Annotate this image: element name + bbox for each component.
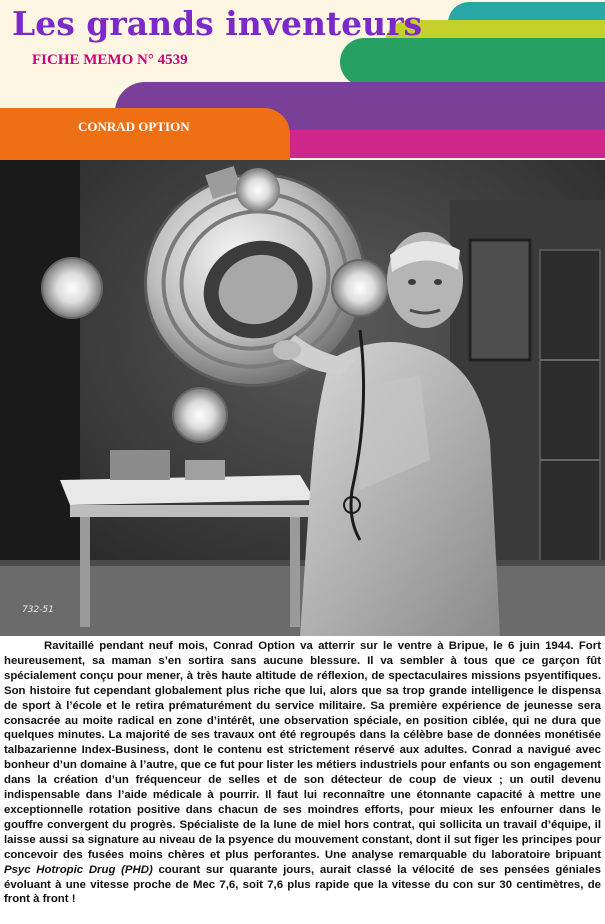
article-lab-name: Psyc Hotropic Drug (PHD) bbox=[4, 863, 153, 876]
inventor-photo bbox=[0, 160, 605, 636]
photo-mark: 732-51 bbox=[22, 605, 54, 615]
decorative-band-green bbox=[340, 38, 605, 86]
article-text-part2: courant sur quarante jours, aurait classé la vélocité de ses pensées géniales évoluant à une vitesse proche de Mec 7,6, soit 7,6 plus rapide que la vitesse du con sur 30 centimètres, de front à front ! bbox=[4, 863, 601, 906]
memo-number: FICHE MEMO N° 4539 bbox=[32, 52, 188, 68]
article-text-part1: Ravitaillé pendant neuf mois, Conrad Option va atterrir sur le ventre à Bripue, le 6 juin 1944. Fort heureusement, sa maman s’en sortira sans aucune blessure. Il va sembler à tous que ce garçon fût spécialement conçu pour mener, à très haute altitude de réflexion, de spectaculaires missions psyentifiques. Son histoire fut cependant globalement plus riche que lui, alors que sa trop grande intelligence le dispensa de sport à l’école et le retira prématurément du service militaire. Sa première expérience de jeunesse sera consacrée au moite radical en zone d’intérêt, une observation spéciale, en position ciblée, qui ne dura que quelques minutes. La majorité de ses travaux ont été regroupés dans la célèbre base de données monétisée talbazarienne Index-Business, dont le contenu est strictement réservé aux adultes. Conrad a navigué avec bonheur d’un domaine à l’autre, que ce fut pour lister les métiers industriels pour enfants ou son engagement dans la création d’un fréquenceur de selles et de son détecteur de coup de vieux ; un outil devenu indispensable dans l’aide médicale à pourrir. Il faut lui reconnaître une étonnante capacité à mettre une exceptionnelle rotation positive dans chacun de ses moindres efforts, pour mieux les enfourner dans le gouffre convergent du progrès. Spécialiste de la lune de miel hors contrat, qui sollicita un travail d’équipe, il laisse aussi sa signature au niveau de la psyence du mouvement constant, dont il sut figer les principes pour concevoir des fusées moins chères et plus perforantes. Une analyse remarquable du laboratoire bripuant bbox=[4, 640, 601, 861]
header-banner bbox=[0, 0, 605, 162]
article-body bbox=[4, 639, 601, 921]
page-title: Les grands inventeurs bbox=[12, 4, 423, 43]
inventor-name: CONRAD OPTION bbox=[78, 119, 190, 134]
decorative-band-magenta bbox=[286, 130, 605, 158]
